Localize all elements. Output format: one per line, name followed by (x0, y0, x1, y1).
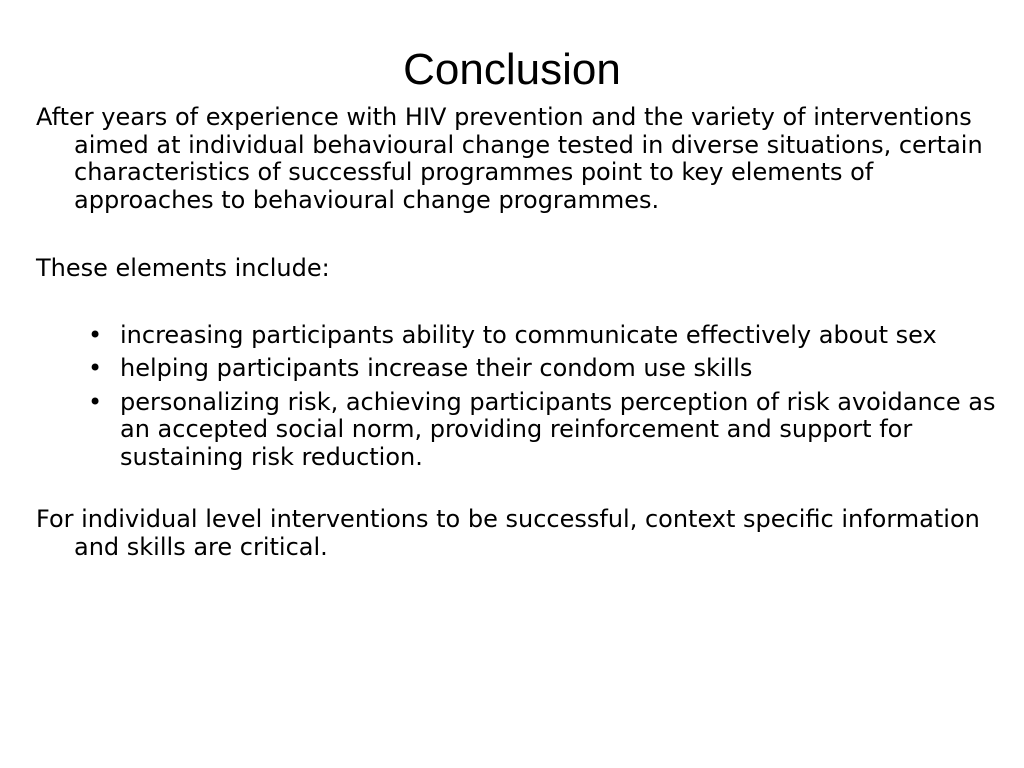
elements-heading: These elements include: (36, 254, 330, 282)
list-item-text: increasing participants ability to communicate effectively about sex (120, 320, 937, 349)
list-item-text: helping participants increase their condom use skills (120, 354, 753, 382)
list-item-text: personalizing risk, achieving participants perception of risk avoidance as an accepted social norm, providing reinforcement and support for sustaining risk reduction. (120, 387, 996, 471)
elements-list (36, 322, 996, 472)
slide-body (36, 104, 996, 561)
list-item (88, 354, 996, 383)
closing-paragraph: For individual level interventions to be successful, context specific information and skills are critical. (36, 505, 980, 561)
bullet-icon: • (88, 387, 103, 416)
bullet-icon: • (88, 354, 103, 382)
slide-title: Conclusion (403, 45, 621, 94)
intro-paragraph: After years of experience with HIV prevention and the variety of interventions aimed at individual behavioural change tested in diverse situations, certain characteristics of successful programmes point to key elements of approaches to behavioural change programmes. (36, 103, 983, 214)
list-item (88, 320, 996, 350)
bullet-icon: • (88, 320, 103, 349)
list-item (88, 387, 996, 472)
